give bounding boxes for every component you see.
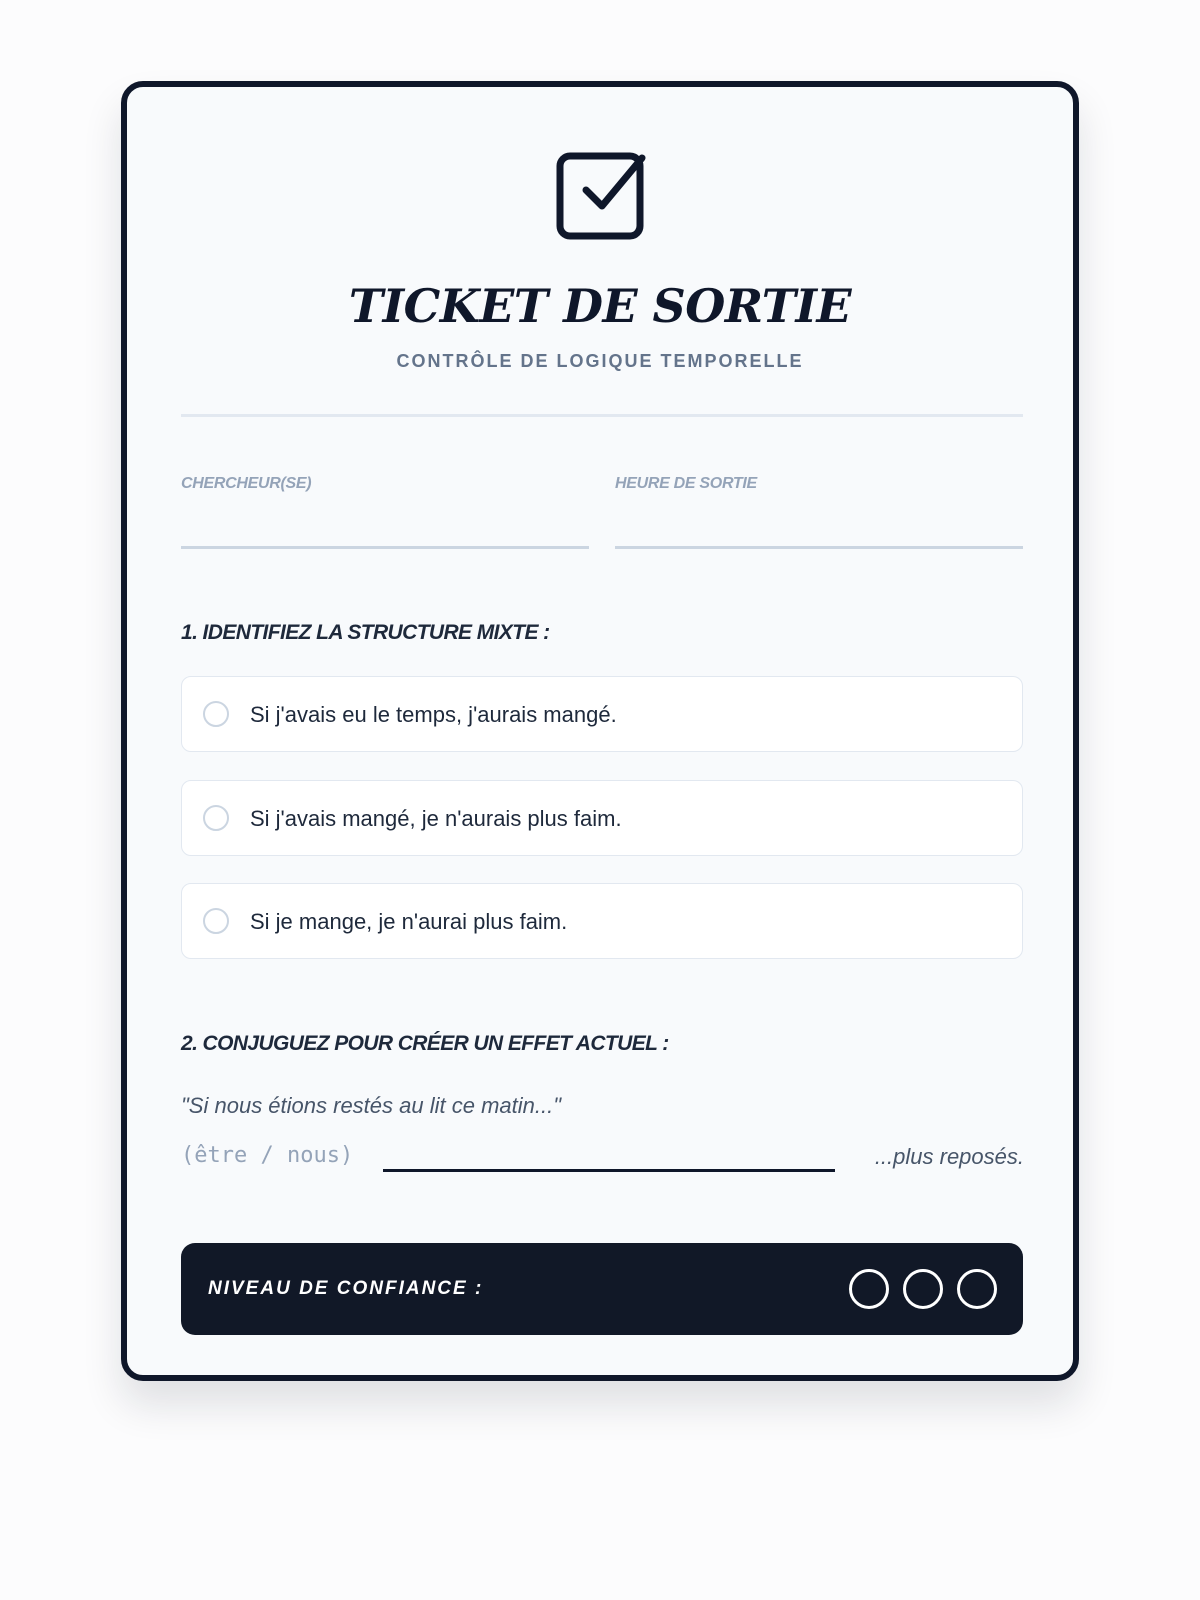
question-1-option-2[interactable] — [181, 780, 1023, 856]
sentence-suffix: ...plus reposés. — [874, 1144, 1024, 1169]
option-label: Si j'avais eu le temps, j'aurais mangé. — [250, 702, 617, 727]
radio-button[interactable] — [203, 805, 229, 831]
confidence-label: NIVEAU DE CONFIANCE : — [208, 1278, 484, 1299]
checkbox-checked-icon — [556, 148, 650, 242]
confidence-level-3[interactable] — [957, 1269, 997, 1309]
radio-button[interactable] — [203, 908, 229, 934]
header-divider — [181, 414, 1023, 417]
researcher-label: CHERCHEUR(SE) — [181, 475, 312, 492]
radio-button[interactable] — [203, 701, 229, 727]
question-2-prompt: "Si nous étions restés au lit ce matin..." — [181, 1093, 562, 1118]
verb-hint: (être / nous) — [181, 1143, 354, 1168]
option-label: Si j'avais mangé, je n'aurais plus faim. — [250, 806, 622, 831]
question-2-title: 2. CONJUGUEZ POUR CRÉER UN EFFET ACTUEL : — [181, 1032, 669, 1055]
confidence-level-2[interactable] — [903, 1269, 943, 1309]
option-label: Si je mange, je n'aurai plus faim. — [250, 909, 568, 934]
question-1-title: 1. IDENTIFIEZ LA STRUCTURE MIXTE : — [181, 621, 550, 644]
exit-time-label: HEURE DE SORTIE — [615, 475, 757, 492]
question-1-option-3[interactable] — [181, 883, 1023, 959]
researcher-field[interactable] — [181, 546, 589, 549]
page-title: TICKET DE SORTIE — [348, 279, 852, 333]
conjugation-input[interactable] — [383, 1132, 835, 1172]
confidence-level-1[interactable] — [849, 1269, 889, 1309]
question-1-option-1[interactable] — [181, 676, 1023, 752]
confidence-bar — [181, 1243, 1023, 1335]
page-subtitle: CONTRÔLE DE LOGIQUE TEMPORELLE — [396, 351, 804, 371]
exit-time-field[interactable] — [615, 546, 1023, 549]
